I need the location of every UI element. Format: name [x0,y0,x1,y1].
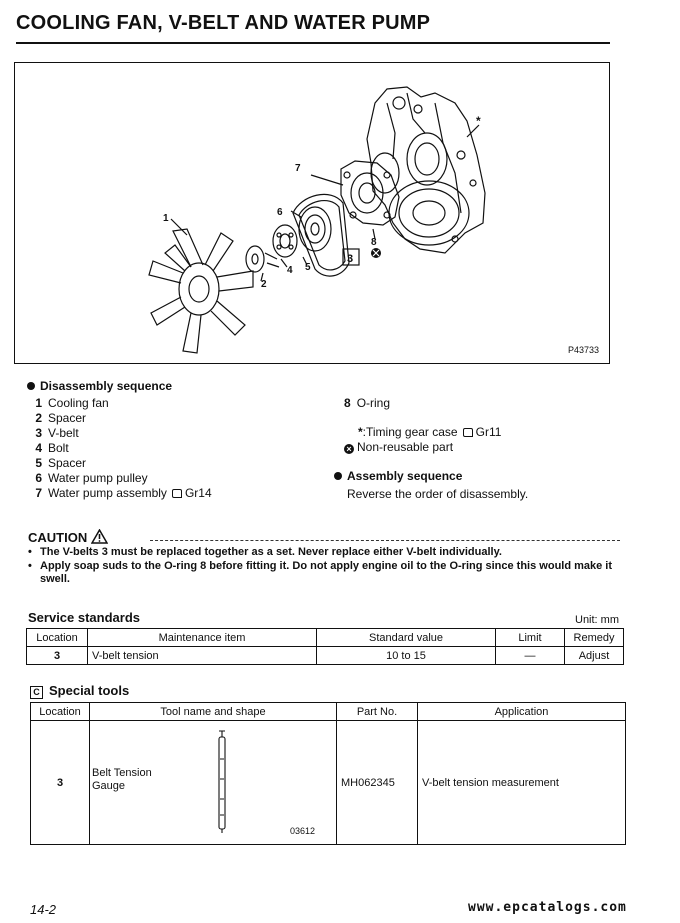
tool-figure-id: 03612 [290,826,316,836]
bullet-icon [27,382,35,390]
callout-5: 5 [305,262,311,273]
special-tools-table [30,702,626,845]
cooling-fan [149,229,253,353]
nonreusable-note: × Non-reusable part [344,440,453,455]
list-item: 8 O-ring [344,396,391,410]
book-reference-icon [463,428,473,437]
caution-bullet: • Apply soap suds to the O-ring 8 before fitting it. Do not apply engine oil to the O-ring since this would make it swell. [28,560,613,585]
caution-label: CAUTION [28,529,108,545]
timing-gear-note: *:Timing gear case Gr11 [358,425,502,439]
callout-star: * [476,114,481,128]
disassembly-heading: Disassembly sequence [27,379,172,393]
crank-pulley [389,181,469,245]
page-number: 14-2 [30,902,57,917]
special-tool-icon: C [30,686,43,699]
table-row: 3 V-belt tension 10 to 15 — Adjust [27,647,624,665]
service-standards-title: Service standards [28,610,141,625]
callout-4: 4 [287,265,293,276]
list-item: 1 Cooling fan [35,396,109,410]
callout-6: 6 [277,207,283,218]
disassembly-list [32,396,212,501]
table-header-row: Location Maintenance item Standard value Limit Remedy [27,629,624,647]
assembly-heading: Assembly sequence [334,469,462,483]
caution-bullet: • The V-belts 3 must be replaced together as a set. Never replace either V-belt individually. [28,546,502,558]
table-header-row: Location Tool name and shape Part No. Application [31,703,626,721]
list-item: 2 Spacer [35,411,87,425]
spacer-5 [273,225,297,257]
list-item: 3 V-belt [35,426,79,440]
website-watermark: www.epcatalogs.com [468,900,627,915]
water-pump-pulley [299,207,331,251]
warning-triangle-icon [91,529,108,544]
title-rule [16,42,610,44]
callout-3: 3 [347,253,354,265]
callout-7: 7 [295,163,301,174]
unit-label: Unit: mm [575,614,619,626]
bullet-icon [334,472,342,480]
nonreusable-icon: × [344,444,354,454]
assembly-text: Reverse the order of disassembly. [347,487,529,501]
exploded-view-drawing [15,63,611,365]
figure-id: P43733 [567,345,599,355]
table-row: 3 Belt Tension Gauge 03612 MH062345 V-belt tension measurement [31,721,626,845]
book-reference-icon [172,489,182,498]
list-item: 4 Bolt [35,441,69,455]
caution-rule [150,540,620,541]
list-item: 7 Water pump assembly Gr14 [35,486,212,500]
bolts [265,253,279,267]
callout-2: 2 [261,279,267,290]
list-item: 6 Water pump pulley [35,471,148,485]
special-tools-title: C Special tools [30,683,129,699]
page-title: COOLING FAN, V-BELT AND WATER PUMP [16,12,431,34]
service-standards-table [26,628,624,665]
v-belts [293,194,349,276]
callout-8: 8 [371,237,377,248]
callout-1: 1 [163,213,169,224]
spacer-2 [246,246,264,272]
exploded-view-figure [14,62,610,364]
tension-gauge-drawing [210,729,234,835]
list-item: 5 Spacer [35,456,87,470]
tool-name: Belt Tension Gauge [92,767,152,792]
